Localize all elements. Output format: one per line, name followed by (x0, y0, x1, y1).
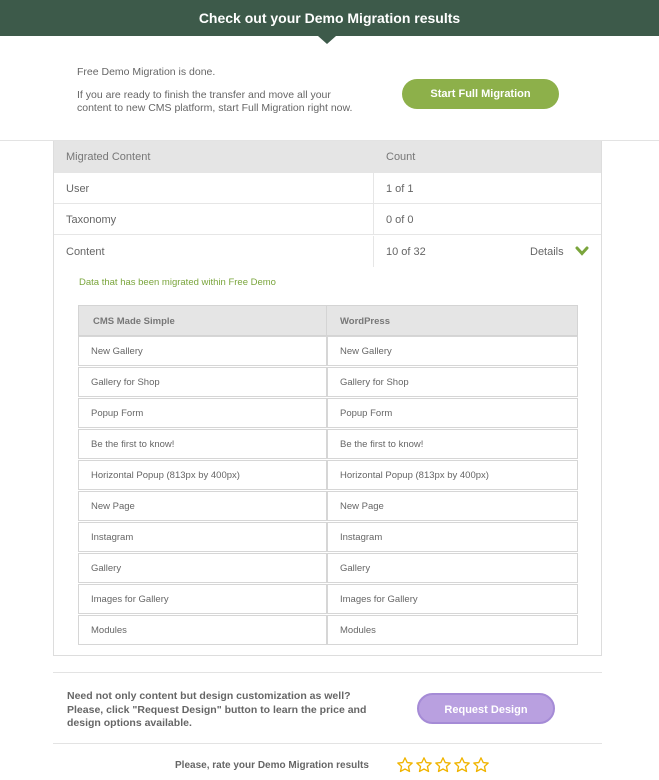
demo-done-text: Free Demo Migration is done. (77, 66, 216, 78)
table-row (54, 204, 601, 235)
intro-text-block (77, 66, 357, 125)
star-icon[interactable] (434, 756, 452, 774)
source-item: Horizontal Popup (813px by 400px) (91, 470, 240, 481)
target-item: Gallery (340, 563, 371, 574)
chevron-down-icon[interactable] (575, 245, 589, 257)
source-item: Instagram (91, 532, 134, 543)
column-header-source-cms: CMS Made Simple (93, 316, 175, 327)
star-icon[interactable] (472, 756, 490, 774)
target-item: Images for Gallery (340, 594, 418, 605)
header-pointer (318, 36, 336, 44)
source-item: Be the first to know! (91, 439, 175, 450)
row-entity-name: Taxonomy (66, 214, 117, 226)
request-design-button[interactable]: Request Design (417, 693, 555, 724)
row-entity-name: User (66, 183, 90, 195)
source-item: Gallery (91, 563, 122, 574)
table-row (78, 336, 578, 367)
target-item: Modules (340, 625, 376, 636)
row-entity-name: Content (66, 246, 105, 258)
target-item: New Page (340, 501, 384, 512)
table-row (78, 398, 578, 429)
target-item: Popup Form (340, 408, 393, 419)
design-offer-text: Need not only content but design customization as well? Please, click "Request Design" button to learn the price and design options available. (67, 690, 367, 729)
divider (53, 672, 602, 673)
table-row (78, 584, 578, 615)
target-item: Gallery for Shop (340, 377, 409, 388)
table-row (78, 429, 578, 460)
table-row (78, 553, 578, 584)
row-count: 1 of 1 (386, 183, 414, 195)
demo-data-caption: Data that has been migrated within Free Demo (79, 277, 276, 288)
column-header-migrated-content: Migrated Content (66, 151, 151, 163)
star-icon[interactable] (453, 756, 471, 774)
row-count: 0 of 0 (386, 214, 414, 226)
header-title: Check out your Demo Migration results (198, 10, 461, 26)
column-header-target-cms: WordPress (340, 316, 390, 327)
star-rating (396, 756, 490, 774)
star-icon[interactable] (415, 756, 433, 774)
target-item: Horizontal Popup (813px by 400px) (340, 470, 489, 481)
full-migration-cta-text: If you are ready to finish the transfer and move all your content to new CMS platform, start Full Migration right now. (77, 88, 353, 114)
table-row (78, 367, 578, 398)
divider (53, 743, 602, 744)
start-full-migration-button[interactable]: Start Full Migration (402, 79, 559, 109)
results-header (0, 0, 659, 36)
source-item: New Gallery (91, 346, 143, 357)
table-row (78, 460, 578, 491)
star-icon[interactable] (396, 756, 414, 774)
source-item: Modules (91, 625, 127, 636)
migration-results-panel (53, 141, 602, 656)
table-row (54, 236, 601, 267)
source-item: Gallery for Shop (91, 377, 160, 388)
source-item: Popup Form (91, 408, 144, 419)
target-item: Be the first to know! (340, 439, 424, 450)
row-count: 10 of 32 (386, 246, 426, 258)
details-toggle[interactable]: Details (530, 246, 564, 258)
target-item: New Gallery (340, 346, 392, 357)
migration-table-header (54, 141, 601, 173)
source-item: Images for Gallery (91, 594, 169, 605)
source-item: New Page (91, 501, 135, 512)
target-item: Instagram (340, 532, 383, 543)
table-row (78, 491, 578, 522)
table-row (78, 522, 578, 553)
table-row (54, 173, 601, 204)
rating-label: Please, rate your Demo Migration results (175, 760, 369, 771)
column-header-count: Count (386, 151, 416, 163)
demo-table-header (78, 305, 578, 336)
table-row (78, 615, 578, 646)
demo-entities-table (78, 305, 578, 646)
